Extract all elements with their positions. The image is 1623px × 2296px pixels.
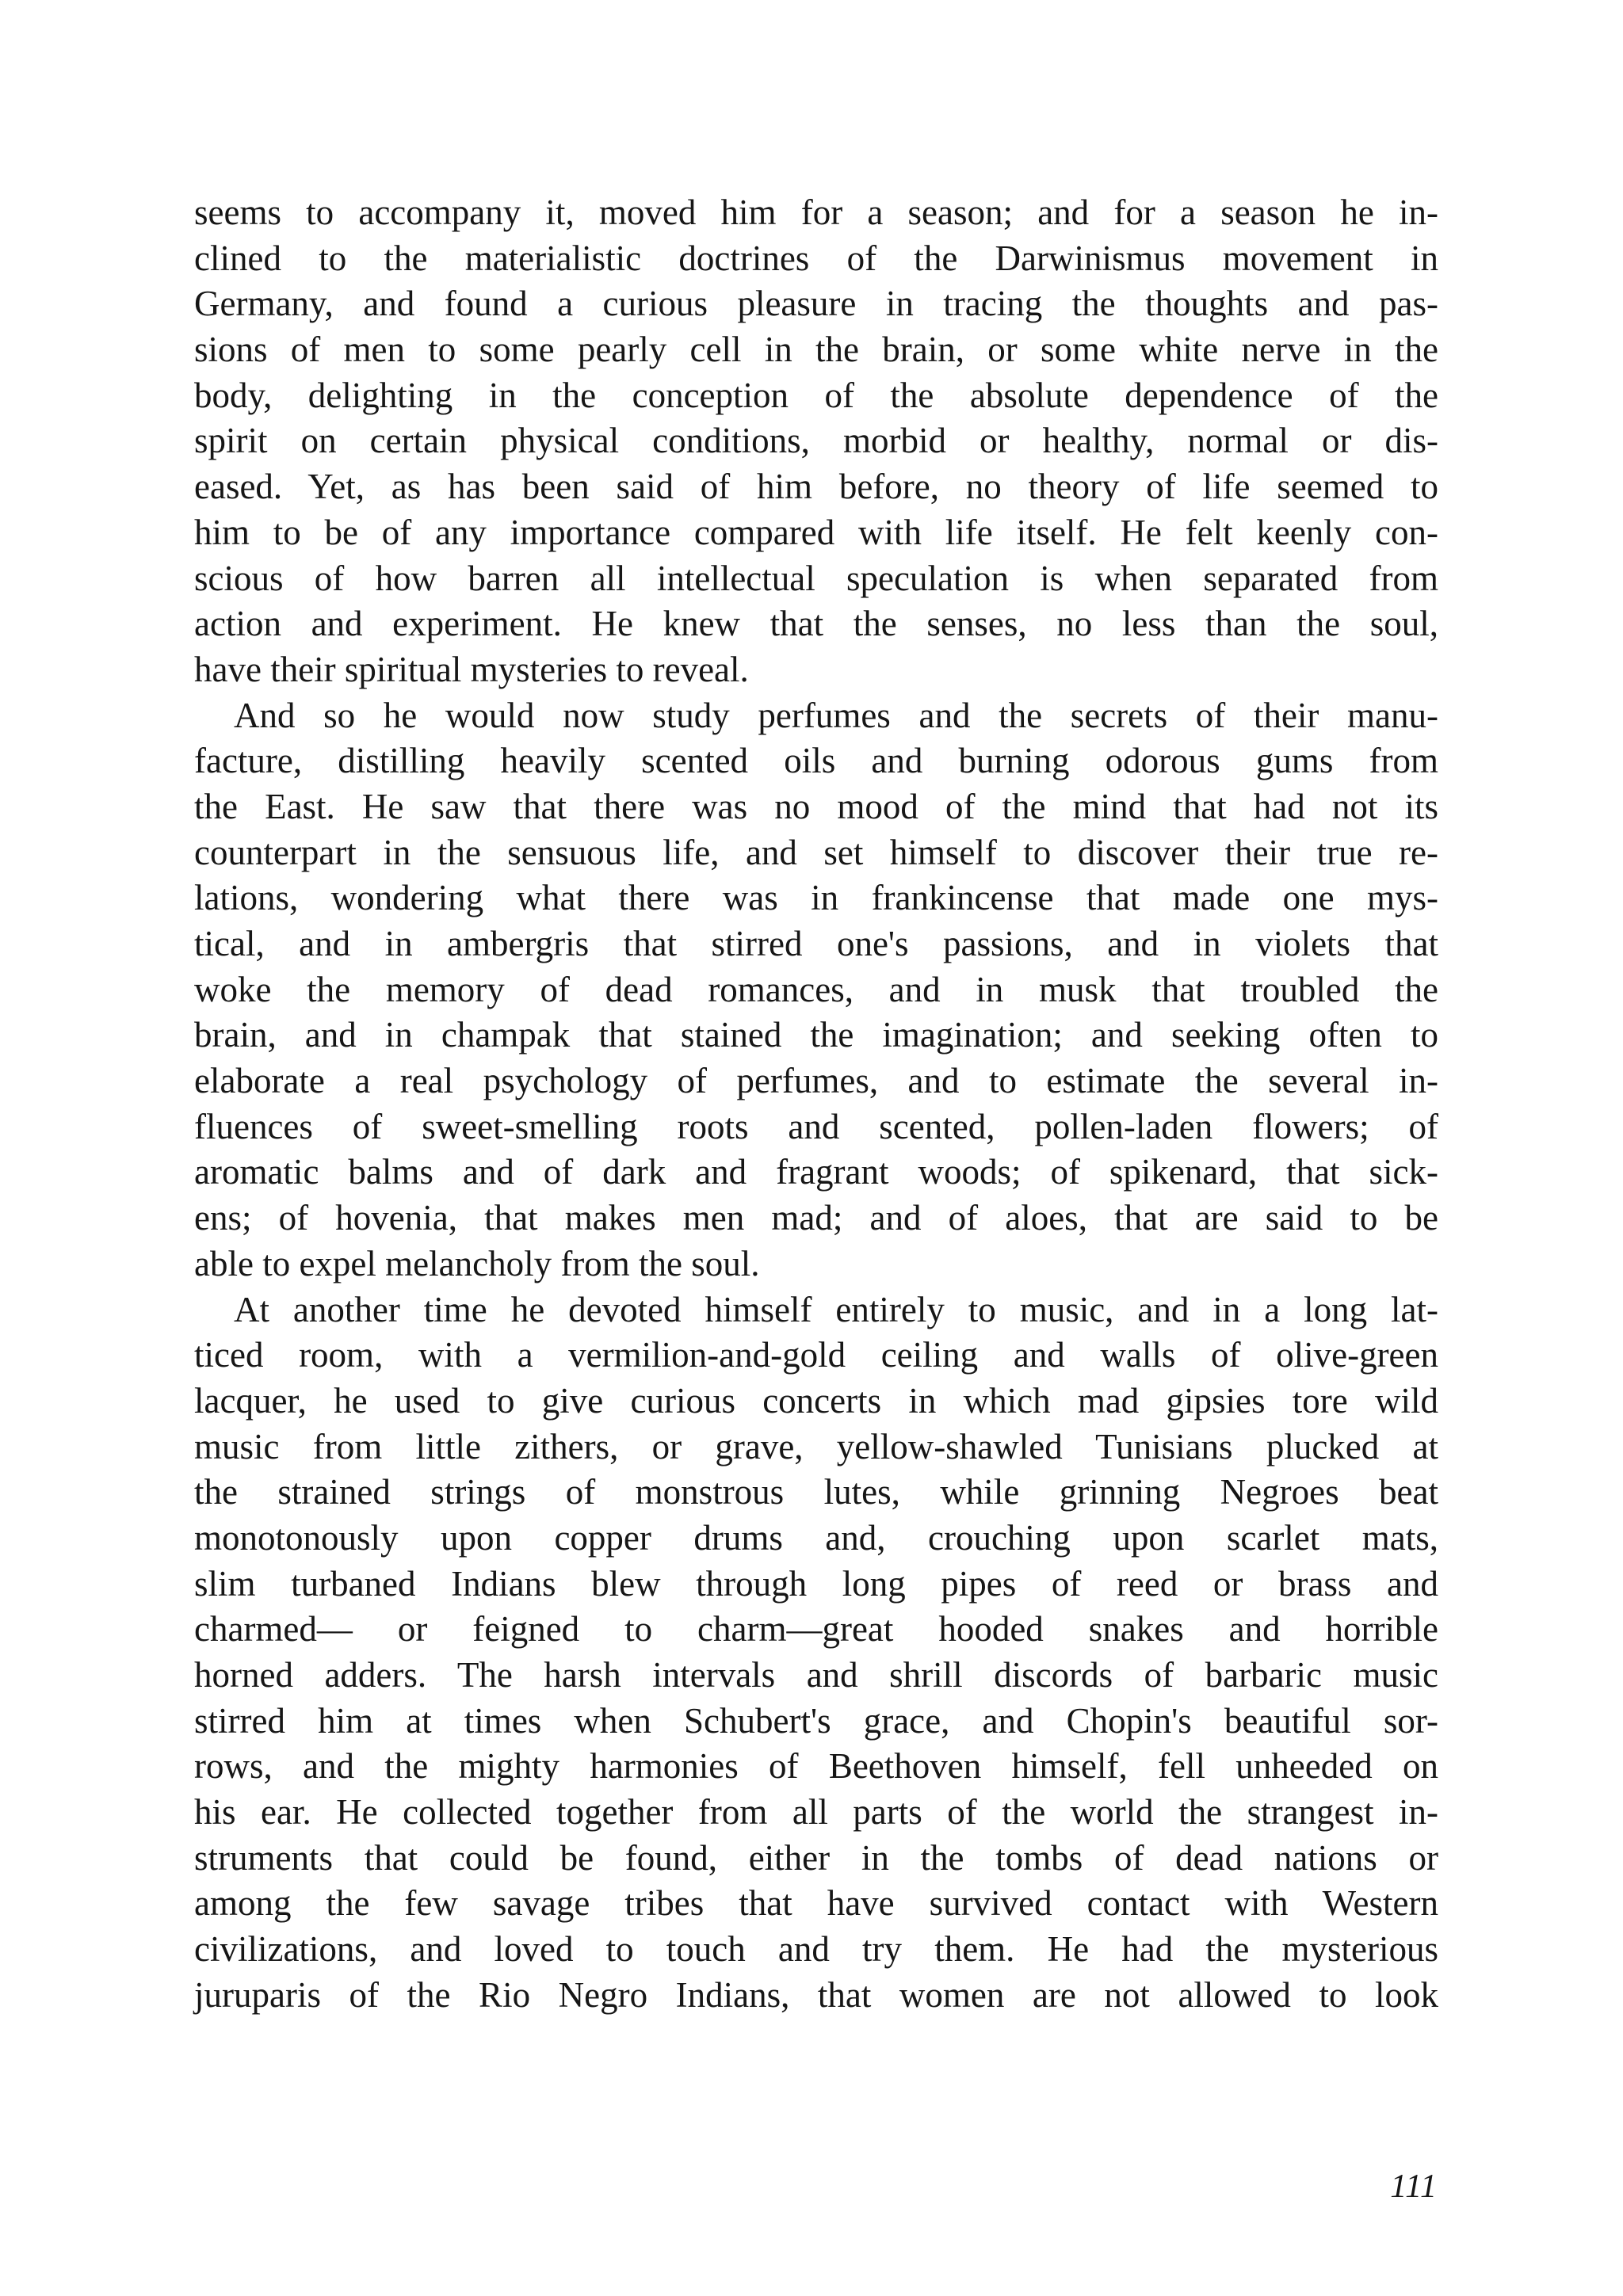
text-line: civilizations, and loved to touch and try them. He had the mysterious	[194, 1929, 1438, 1970]
text-line: ticed room, with a vermilion-and-gold ceiling and walls of olive-green	[194, 1335, 1438, 1375]
text-line: struments that could be found, either in the tombs of dead nations or	[194, 1837, 1438, 1878]
paragraph	[194, 190, 1438, 693]
text-line: monotonously upon copper drums and, crouching upon scarlet mats,	[194, 1517, 1438, 1558]
text-line: spirit on certain physical conditions, morbid or healthy, normal or dis-	[194, 421, 1438, 461]
text-line: counterpart in the sensuous life, and set himself to discover their true re-	[194, 832, 1438, 872]
text-line: able to expel melancholy from the soul.	[194, 1243, 760, 1283]
text-line: fluences of sweet-smelling roots and scented, pollen-laden flowers; of	[194, 1106, 1438, 1146]
body-text	[194, 190, 1438, 2019]
text-line: At another time he devoted himself entirely to music, and in a long lat-	[234, 1289, 1438, 1329]
text-line: him to be of any importance compared with life itself. He felt keenly con-	[194, 512, 1438, 552]
text-line: aromatic balms and of dark and fragrant woods; of spikenard, that sick-	[194, 1152, 1438, 1192]
text-line: his ear. He collected together from all parts of the world the strangest in-	[194, 1792, 1438, 1833]
text-line: have their spiritual mysteries to reveal.	[194, 649, 749, 689]
text-line: horned adders. The harsh intervals and shrill discords of barbaric music	[194, 1655, 1438, 1695]
text-line: And so he would now study perfumes and the secrets of their manu-	[234, 695, 1438, 735]
text-line: charmed— or feigned to charm—great hooded snakes and horrible	[194, 1609, 1438, 1650]
text-line: rows, and the mighty harmonies of Beethoven himself, fell unheeded on	[194, 1746, 1438, 1787]
text-line: brain, and in champak that stained the imagination; and seeking often to	[194, 1015, 1438, 1055]
page-number: 111	[1390, 2168, 1438, 2205]
text-line: lacquer, he used to give curious concerts in which mad gipsies tore wild	[194, 1380, 1438, 1421]
text-line: slim turbaned Indians blew through long pipes of reed or brass and	[194, 1563, 1438, 1604]
text-line: facture, distilling heavily scented oils and burning odorous gums from	[194, 741, 1438, 781]
text-line: ens; of hovenia, that makes men mad; and of aloes, that are said to be	[194, 1198, 1438, 1238]
text-line: the strained strings of monstrous lutes, while grinning Negroes beat	[194, 1472, 1438, 1512]
paragraph	[194, 693, 1438, 1287]
text-line: music from little zithers, or grave, yellow-shawled Tunisians plucked at	[194, 1426, 1438, 1466]
text-line: Germany, and found a curious pleasure in tracing the thoughts and pas-	[194, 284, 1438, 324]
text-line: eased. Yet, as has been said of him before, no theory of life seemed to	[194, 467, 1438, 507]
text-line: seems to accompany it, moved him for a season; and for a season he in-	[194, 193, 1438, 232]
text-line: the East. He saw that there was no mood of the mind that had not its	[194, 786, 1438, 826]
text-line: body, delighting in the conception of the absolute dependence of the	[194, 375, 1438, 415]
text-line: clined to the materialistic doctrines of the Darwinismus movement in	[194, 238, 1438, 278]
text-line: among the few savage tribes that have survived contact with Western	[194, 1883, 1438, 1924]
text-line: sions of men to some pearly cell in the brain, or some white nerve in the	[194, 330, 1438, 370]
text-line: woke the memory of dead romances, and in musk that troubled the	[194, 969, 1438, 1009]
text-line: scious of how barren all intellectual speculation is when separated from	[194, 558, 1438, 598]
text-line: elaborate a real psychology of perfumes, and to estimate the several in-	[194, 1061, 1438, 1101]
text-line: lations, wondering what there was in frankincense that made one mys-	[194, 878, 1438, 918]
text-line: action and experiment. He knew that the senses, no less than the soul,	[194, 604, 1438, 644]
paragraph	[194, 1287, 1438, 2019]
text-line: tical, and in ambergris that stirred one's passions, and in violets that	[194, 924, 1438, 963]
text-line: juruparis of the Rio Negro Indians, that women are not allowed to look	[194, 1974, 1438, 2015]
text-line: stirred him at times when Schubert's grace, and Chopin's beautiful sor-	[194, 1700, 1438, 1741]
